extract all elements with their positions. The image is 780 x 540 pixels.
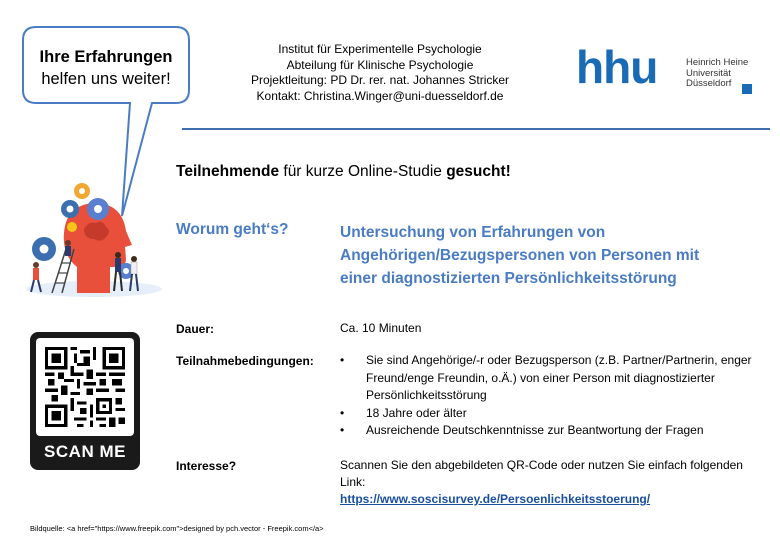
institute-header	[230, 42, 530, 104]
topic-label: Worum geht‘s?	[176, 221, 289, 238]
headline-part-3: gesucht!	[446, 163, 511, 180]
logo-university-name	[686, 58, 748, 90]
interest-text-block	[340, 457, 760, 508]
header-divider	[182, 128, 770, 130]
condition-item	[340, 422, 760, 440]
topic-description	[340, 221, 760, 290]
headline	[176, 163, 511, 181]
conditions-list	[340, 352, 760, 440]
interest-text: Scannen Sie den abgebildeten QR-Code oder nutzen Sie einfach folgenden Link:	[340, 458, 743, 489]
contact: Kontakt: Christina.Winger@uni-duesseldorf.de	[256, 88, 504, 103]
qr-code	[36, 338, 134, 436]
hhu-logo	[576, 41, 756, 96]
topic-line-1: Untersuchung von Erfahrungen von	[340, 224, 606, 241]
headline-part-2: für kurze Online-Studie	[279, 163, 447, 180]
survey-link[interactable]: https://www.soscisurvey.de/Persoenlichkeitsstoerung/	[340, 492, 651, 506]
condition-text: Sie sind Angehörige/-r oder Bezugsperson (z.B. Partner/Partnerin, enger Freund/enge Freundin, o.Ä.) von einer Person mit diagnostizierter Persönlichkeitsstörung	[366, 353, 752, 402]
logo-uni-line-2: Universität	[686, 67, 731, 79]
bubble-line-2: helfen uns weiter!	[41, 70, 171, 88]
condition-text: Ausreichende Deutschkenntnisse zur Beantwortung der Fragen	[366, 423, 704, 437]
head-gears-illustration	[22, 175, 162, 300]
bullet-icon: •	[340, 405, 345, 420]
interest-label: Interesse?	[176, 459, 237, 473]
bullet-icon: •	[340, 423, 345, 437]
qr-scan-label: SCAN ME	[44, 442, 126, 461]
speech-bubble-text	[22, 46, 190, 90]
qr-code-card	[30, 332, 140, 470]
logo-uni-line-3: Düsseldorf	[686, 78, 732, 89]
topic-line-2: Angehörigen/Bezugspersonen von Personen mit	[340, 247, 700, 264]
condition-item	[340, 405, 760, 423]
bubble-line-1: Ihre Erfahrungen	[39, 48, 173, 66]
logo-uni-line-1: Heinrich Heine	[686, 57, 749, 68]
institute-name: Institut für Experimentelle Psychologie	[278, 42, 482, 56]
logo-square-icon	[742, 84, 752, 94]
qr-code-icon	[45, 347, 125, 427]
department-name: Abteilung für Klinische Psychologie	[286, 57, 474, 72]
conditions-label: Teilnahmebedingungen:	[176, 354, 314, 368]
image-credit: Bildquelle: <a href="https://www.freepik.com">designed by pch.vector - Freepik.com</a>	[30, 524, 324, 533]
headline-part-1: Teilnehmende	[176, 163, 280, 180]
speech-bubble	[22, 26, 190, 104]
duration-value: Ca. 10 Minuten	[340, 321, 422, 335]
condition-item	[340, 352, 760, 405]
bullet-icon: •	[340, 353, 345, 367]
condition-text: 18 Jahre oder älter	[366, 405, 467, 420]
topic-line-3: einer diagnostizierten Persönlichkeitsstörung	[340, 270, 677, 287]
duration-label: Dauer:	[176, 322, 215, 336]
logo-mark: hhu	[576, 41, 658, 93]
project-lead: Projektleitung: PD Dr. rer. nat. Johannes Stricker	[250, 73, 510, 87]
